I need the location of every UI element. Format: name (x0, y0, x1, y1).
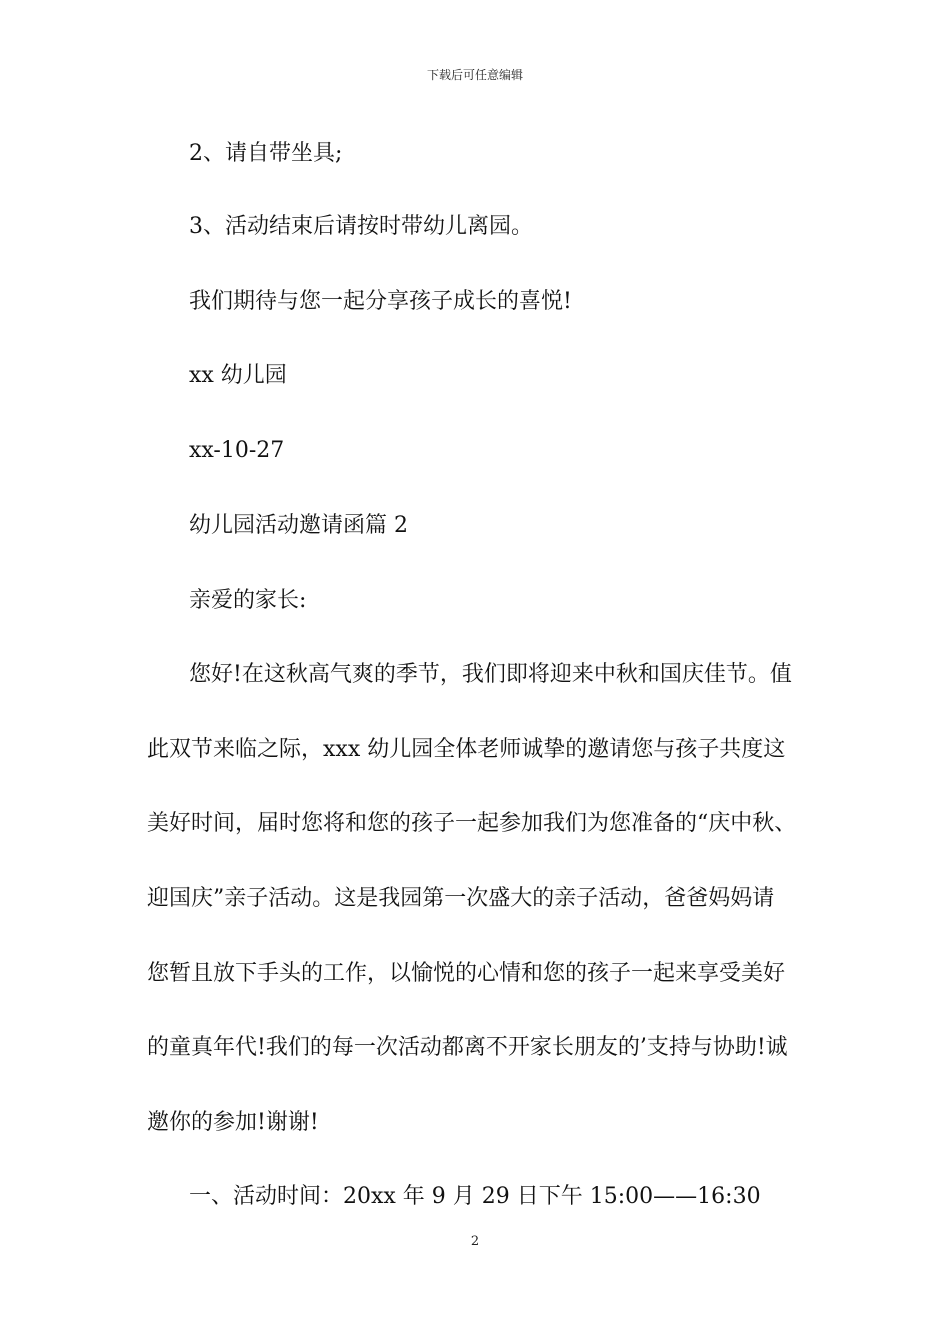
text-line-1: 2、请自带坐具; (189, 141, 343, 166)
paragraph-line-1: 您好!在这秋高气爽的季节，我们即将迎来中秋和国庆佳节。值 (189, 662, 792, 687)
paragraph-line-5: 您暂且放下手头的工作，以愉悦的心情和您的孩子一起来享受美好 (147, 961, 786, 986)
paragraph-line-6: 的童真年代!我们的每一次活动都离不开家长朋友的’支持与协助!诚 (147, 1035, 788, 1060)
text-line-4: xx 幼儿园 (189, 363, 287, 388)
text-line-3: 我们期待与您一起分享孩子成长的喜悦! (189, 289, 572, 314)
paragraph-line-4: 迎国庆”亲子活动。这是我园第一次盛大的亲子活动，爸爸妈妈请 (147, 886, 775, 911)
activity-time-line: 一、活动时间：20xx 年 9 月 29 日下午 15:00——16:30 (189, 1184, 761, 1209)
paragraph-line-2: 此双节来临之际，xxx 幼儿园全体老师诚挚的邀请您与孩子共度这 (147, 737, 786, 762)
page-number: 2 (470, 1234, 480, 1249)
salutation: 亲爱的家长: (189, 588, 307, 613)
page-header-note: 下载后可任意编辑 (426, 68, 523, 82)
paragraph-line-7: 邀你的参加!谢谢! (147, 1110, 319, 1135)
paragraph-line-3: 美好时间，届时您将和您的孩子一起参加我们为您准备的“庆中秋、 (147, 811, 797, 836)
text-line-2: 3、活动结束后请按时带幼儿离园。 (189, 214, 533, 239)
text-line-5: xx-10-27 (189, 438, 285, 463)
section-title: 幼儿园活动邀请函篇 2 (189, 513, 408, 538)
